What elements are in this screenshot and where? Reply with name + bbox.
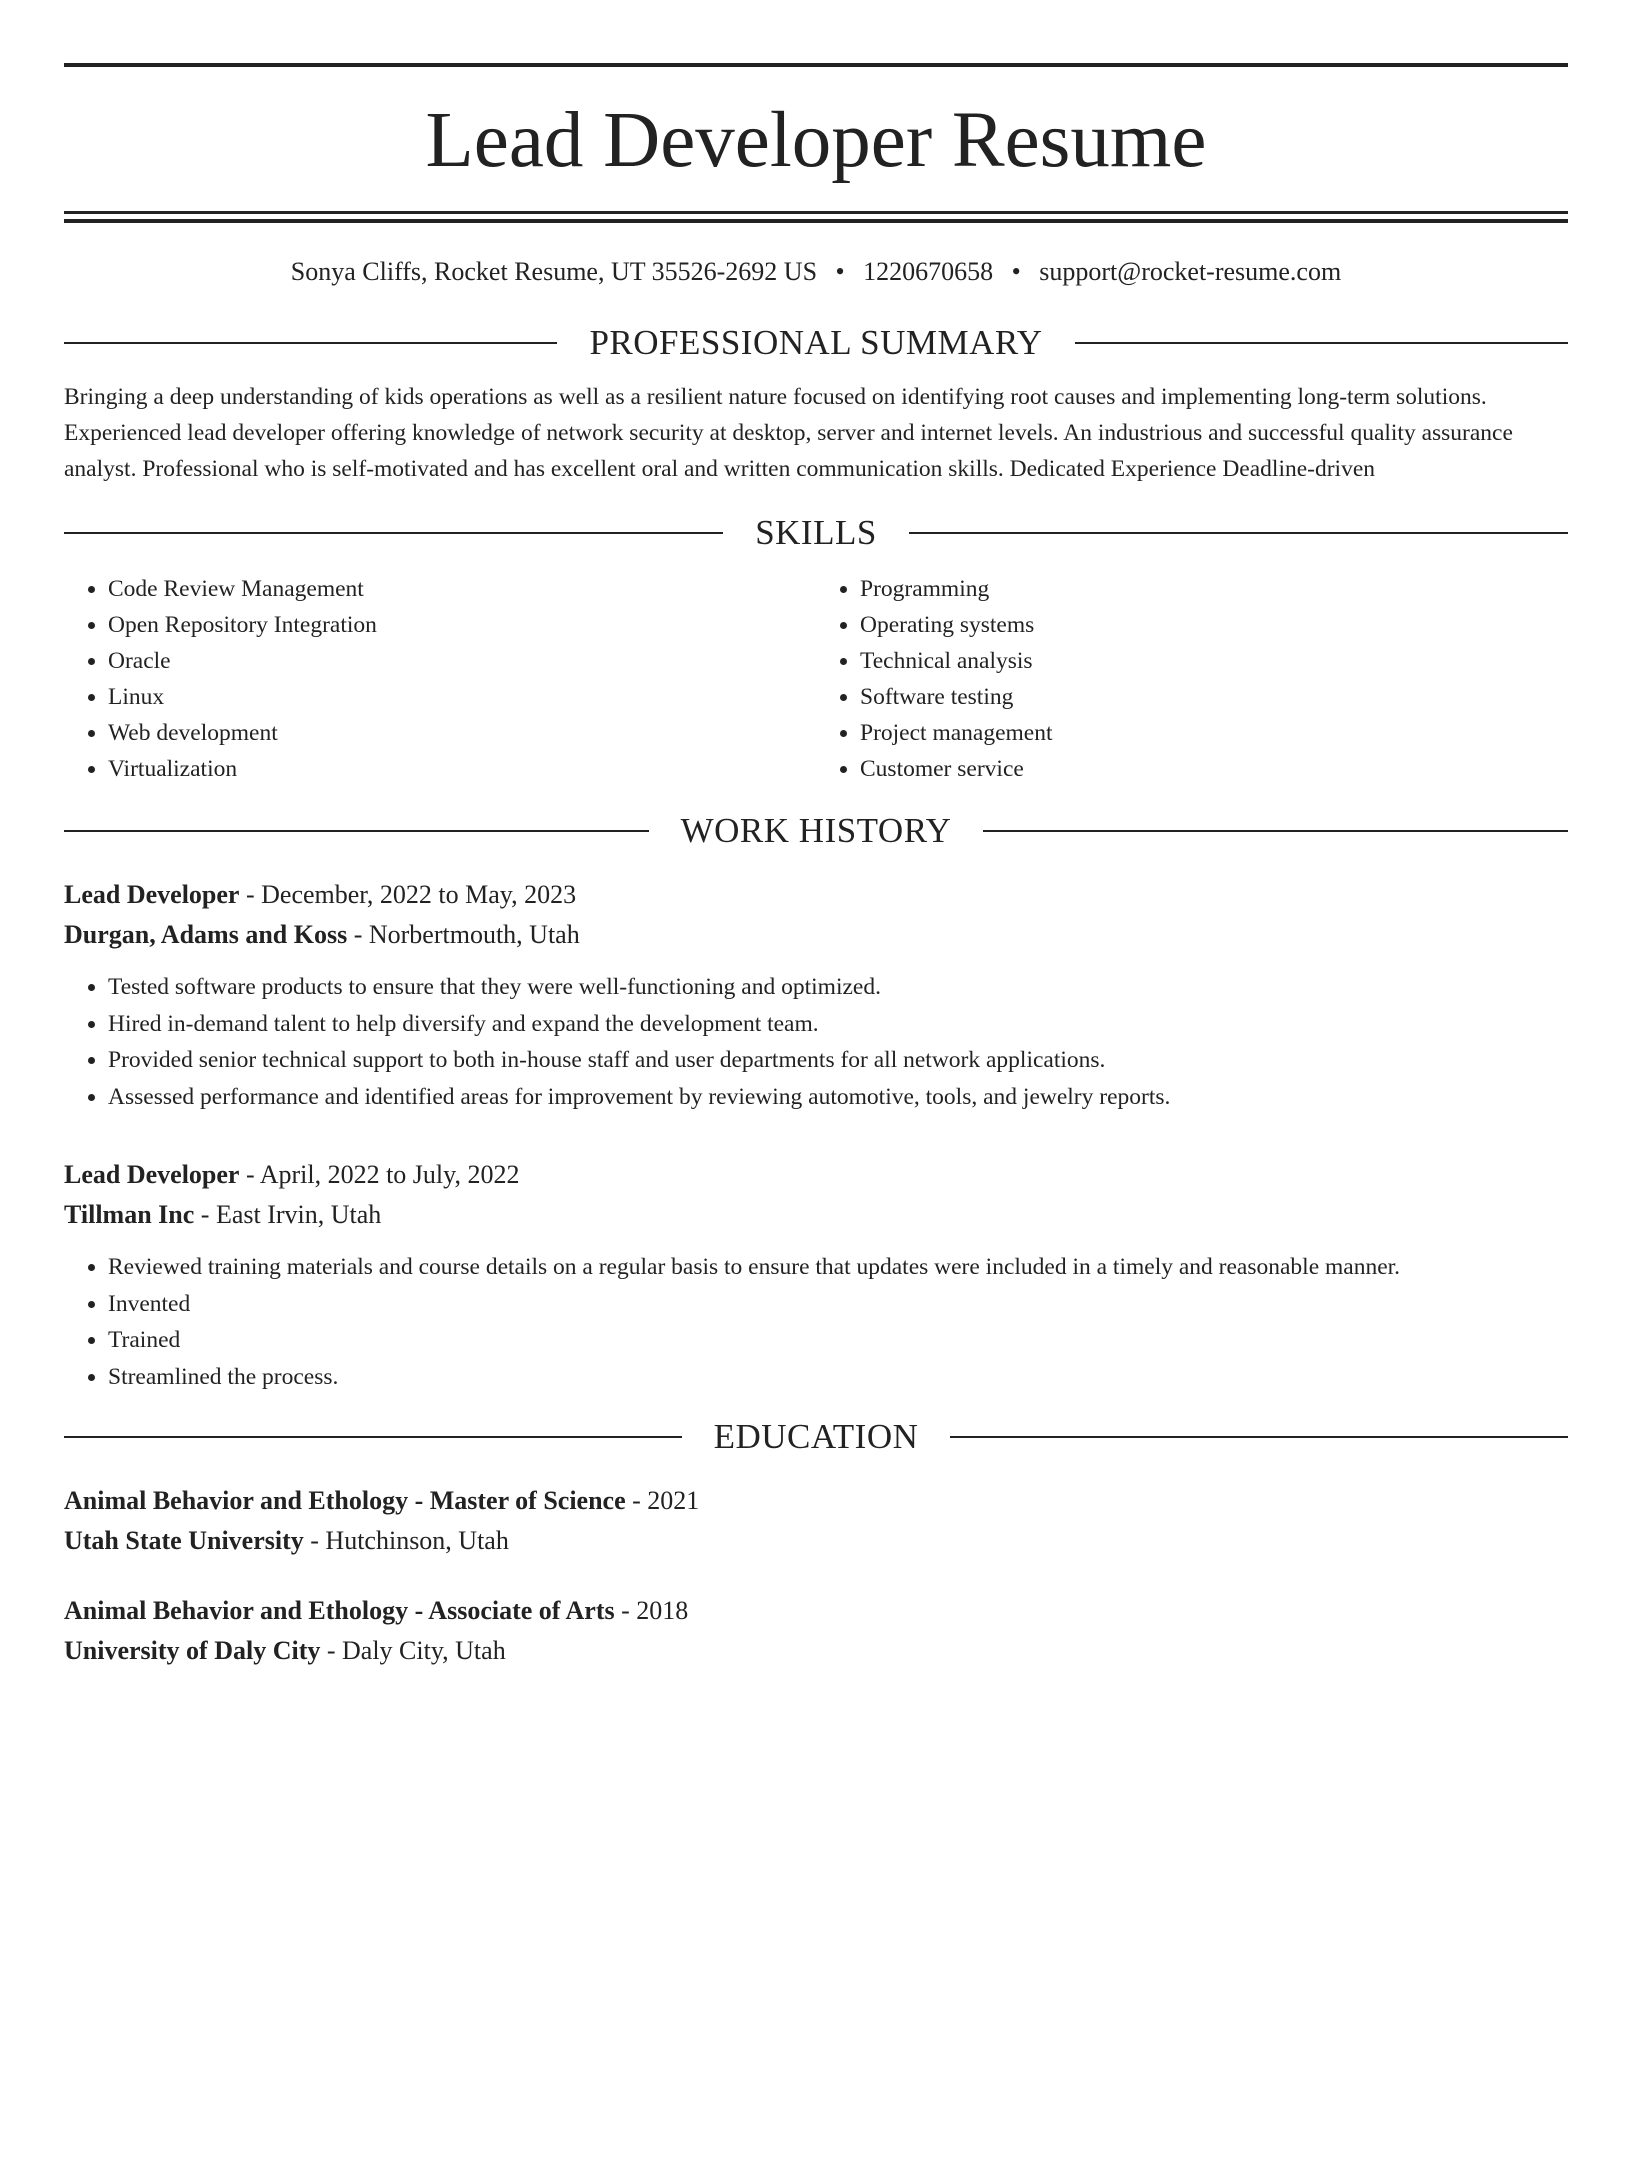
- contact-separator: •: [835, 257, 845, 286]
- job-entry: [64, 875, 1568, 1115]
- contact-separator: •: [1011, 257, 1021, 286]
- job-company: Tillman Inc: [64, 1200, 195, 1229]
- heading-rule: [983, 830, 1568, 832]
- resume-title: Lead Developer Resume: [425, 97, 1207, 184]
- skill-item: • Oracle: [108, 643, 816, 679]
- top-rule: [64, 63, 1568, 67]
- work-heading-label: WORK HISTORY: [680, 811, 952, 850]
- title-double-rule: [64, 211, 1568, 223]
- summary-text: Bringing a deep understanding of kids operations as well as a resilient nature focused on identifying root causes and implementing long-term solutions. Experienced lead developer offering knowledge of network security at desktop, server and internet levels. An industrious and successful quality assurance analyst. Professional who is self-motivated and has excellent oral and written communication skills. Dedicated Experience Deadline-driven: [64, 384, 1513, 482]
- education-degree-line: [64, 1591, 1568, 1631]
- skill-item: • Programming: [860, 571, 1568, 607]
- job-title: Lead Developer: [64, 880, 240, 909]
- skill-item: • Technical analysis: [860, 643, 1568, 679]
- skill-item: • Web development: [108, 715, 816, 751]
- education-location: - Daly City, Utah: [320, 1636, 506, 1665]
- job-company-line: [64, 915, 1568, 955]
- skills-heading: [64, 513, 1568, 553]
- job-location: - Norbertmouth, Utah: [347, 920, 580, 949]
- education-degree-line: [64, 1481, 1568, 1521]
- contact-address: Sonya Cliffs, Rocket Resume, UT 35526-2692 US: [290, 257, 818, 286]
- job-bullet: • Invented: [108, 1286, 1568, 1323]
- contact-email: support@rocket-resume.com: [1039, 257, 1342, 286]
- education-year: - 2021: [625, 1486, 700, 1515]
- skill-item: • Virtualization: [108, 751, 816, 787]
- skill-item: • Code Review Management: [108, 571, 816, 607]
- job-bullet: • Streamlined the process.: [108, 1359, 1568, 1396]
- skills-column-right: [816, 571, 1568, 787]
- job-bullet: • Tested software products to ensure that they were well-functioning and optimized.: [108, 969, 1568, 1006]
- summary-heading: [64, 323, 1568, 363]
- skill-item: • Open Repository Integration: [108, 607, 816, 643]
- job-bullet: • Trained: [108, 1322, 1568, 1359]
- heading-rule: [950, 1436, 1568, 1438]
- job-title-line: [64, 1155, 1568, 1195]
- skill-item: • Software testing: [860, 679, 1568, 715]
- skill-item: • Project management: [860, 715, 1568, 751]
- job-bullet: • Assessed performance and identified areas for improvement by reviewing automotive, tools, and jewelry reports.: [108, 1079, 1568, 1116]
- education-entry: [64, 1591, 1568, 1671]
- education-school-line: [64, 1631, 1568, 1671]
- skills-list: [64, 571, 1568, 787]
- job-dates: - April, 2022 to July, 2022: [239, 1160, 520, 1189]
- summary-heading-label: PROFESSIONAL SUMMARY: [589, 323, 1043, 362]
- resume-page: [0, 63, 1632, 2175]
- education-school: Utah State University: [64, 1526, 304, 1555]
- job-bullets: [64, 969, 1568, 1115]
- contact-phone: 1220670658: [863, 257, 994, 286]
- skills-column-left: [64, 571, 816, 787]
- education-year: - 2018: [614, 1596, 689, 1625]
- education-location: - Hutchinson, Utah: [303, 1526, 509, 1555]
- education-entry: [64, 1481, 1568, 1561]
- education-heading-label: EDUCATION: [713, 1417, 919, 1456]
- education-school-line: [64, 1521, 1568, 1561]
- job-entry: [64, 1155, 1568, 1395]
- education-degree: Animal Behavior and Ethology - Master of Science: [64, 1486, 626, 1515]
- job-title: Lead Developer: [64, 1160, 240, 1189]
- skill-item: • Linux: [108, 679, 816, 715]
- heading-rule: [64, 342, 557, 344]
- skill-item: • Operating systems: [860, 607, 1568, 643]
- job-company: Durgan, Adams and Koss: [64, 920, 348, 949]
- heading-rule: [64, 1436, 682, 1438]
- heading-rule: [64, 830, 649, 832]
- heading-rule: [1075, 342, 1568, 344]
- education-degree: Animal Behavior and Ethology - Associate of Arts: [64, 1596, 615, 1625]
- job-bullet: • Provided senior technical support to both in-house staff and user departments for all network applications.: [108, 1042, 1568, 1079]
- job-title-line: [64, 875, 1568, 915]
- education-school: University of Daly City: [64, 1636, 321, 1665]
- heading-rule: [64, 532, 723, 534]
- job-company-line: [64, 1195, 1568, 1235]
- skill-item: • Customer service: [860, 751, 1568, 787]
- education-heading: [64, 1417, 1568, 1457]
- job-bullet: • Reviewed training materials and course details on a regular basis to ensure that updates were included in a timely and reasonable manner.: [108, 1249, 1568, 1286]
- job-bullet: • Hired in-demand talent to help diversify and expand the development team.: [108, 1006, 1568, 1043]
- contact-line: [64, 257, 1568, 287]
- job-bullets: [64, 1249, 1568, 1395]
- skills-heading-label: SKILLS: [755, 513, 877, 552]
- heading-rule: [909, 532, 1568, 534]
- job-location: - East Irvin, Utah: [194, 1200, 382, 1229]
- work-heading: [64, 811, 1568, 851]
- job-dates: - December, 2022 to May, 2023: [239, 880, 577, 909]
